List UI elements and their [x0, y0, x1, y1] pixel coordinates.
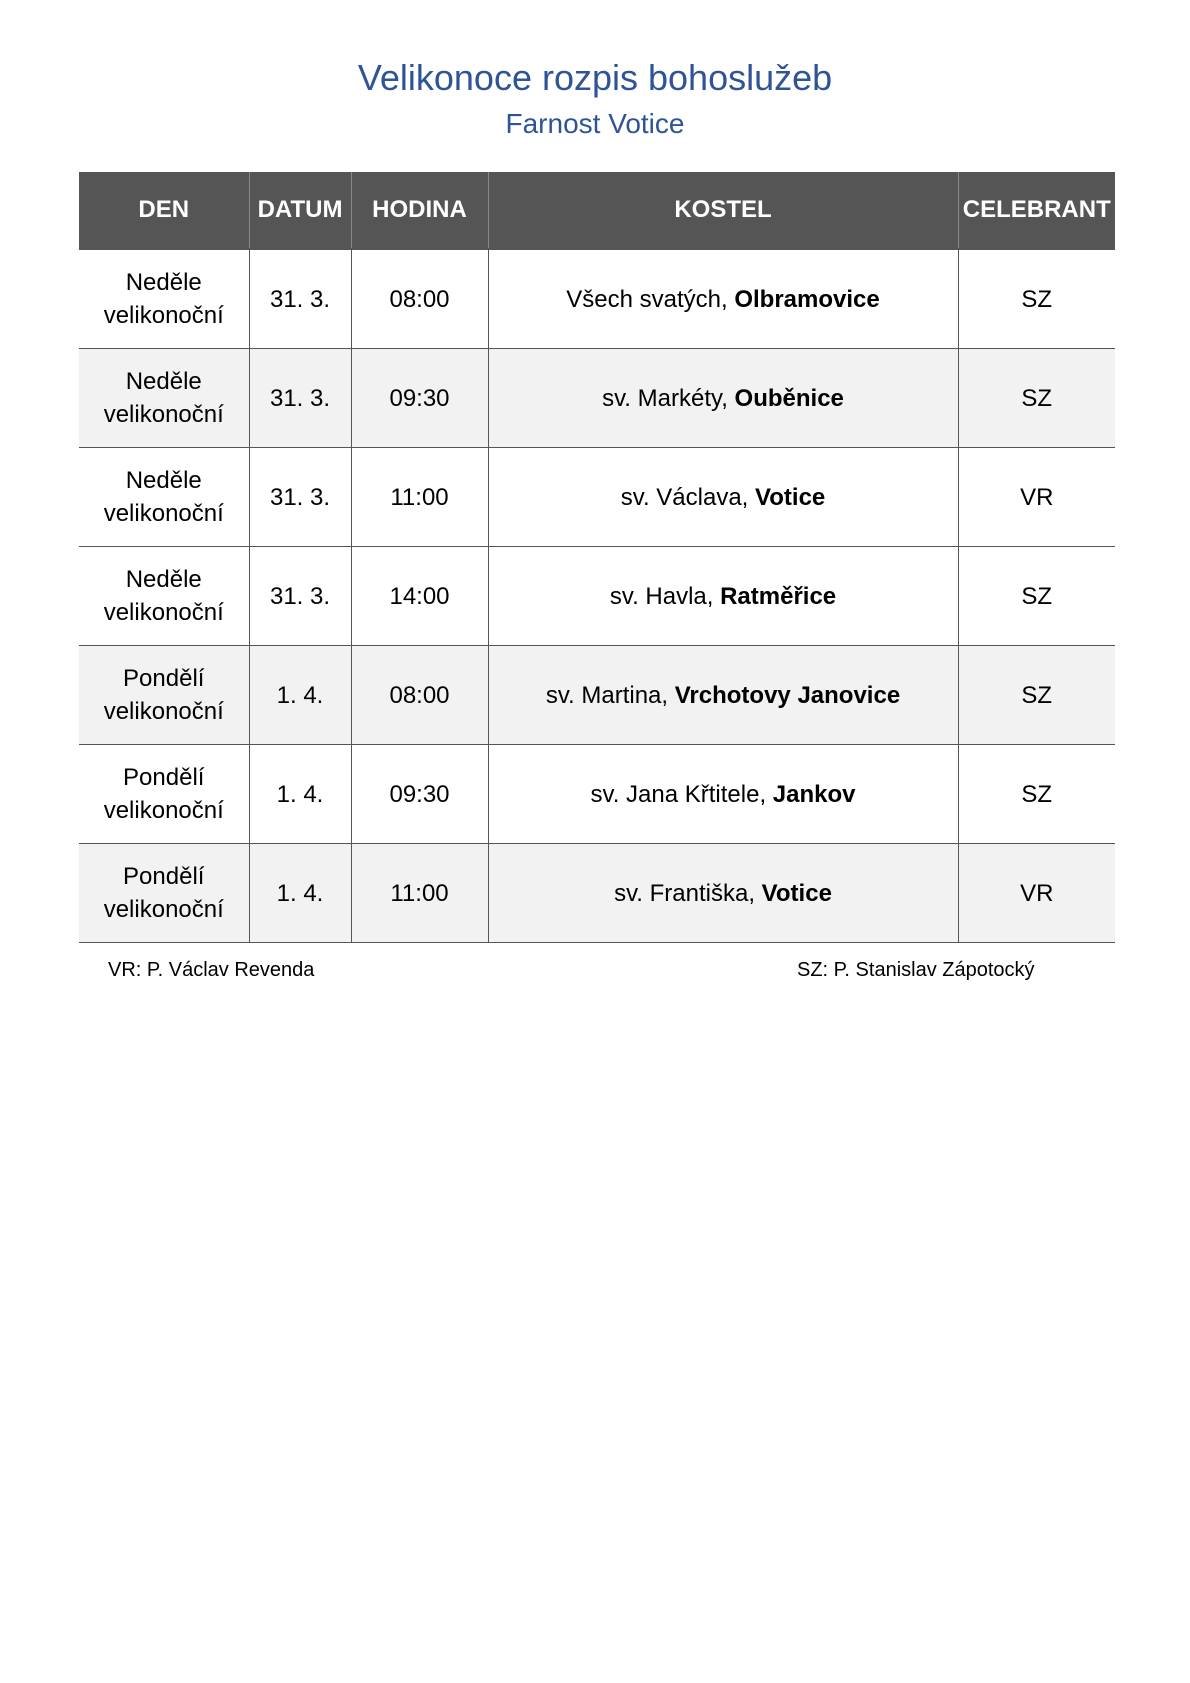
- day-cell: [79, 745, 249, 844]
- legend-vr: VR: P. Václav Revenda: [108, 959, 315, 981]
- church-cell: [488, 745, 958, 844]
- day-qualifier: velikonoční: [103, 401, 224, 428]
- date-cell: 1. 4.: [249, 844, 351, 943]
- time-cell: 09:30: [351, 349, 488, 448]
- table-row: [79, 547, 1115, 646]
- day-qualifier: velikonoční: [103, 599, 224, 626]
- date-cell: 31. 3.: [249, 547, 351, 646]
- church-cell: [488, 249, 958, 349]
- celebrant-cell: SZ: [958, 349, 1115, 448]
- time-cell: 08:00: [351, 646, 488, 745]
- table-row: [79, 646, 1115, 745]
- time-cell: 14:00: [351, 547, 488, 646]
- church-place: Votice: [755, 483, 826, 511]
- table-row: [79, 249, 1115, 349]
- header-time: HODINA: [351, 172, 488, 249]
- day-name: Neděle: [125, 566, 202, 593]
- church-cell: [488, 547, 958, 646]
- date-cell: 1. 4.: [249, 745, 351, 844]
- day-name: Neděle: [125, 467, 202, 494]
- date-cell: 31. 3.: [249, 349, 351, 448]
- celebrant-cell: VR: [958, 844, 1115, 943]
- church-name: sv. Václava,: [620, 483, 756, 511]
- time-cell: 08:00: [351, 249, 488, 349]
- time-cell: 11:00: [351, 844, 488, 943]
- legend-sz: SZ: P. Stanislav Zápotocký: [797, 959, 1035, 981]
- table-row: [79, 448, 1115, 547]
- church-place: Votice: [761, 879, 832, 907]
- church-place: Vrchotovy Janovice: [674, 681, 901, 709]
- church-name: Všech svatých,: [566, 285, 735, 313]
- day-qualifier: velikonoční: [103, 797, 224, 824]
- header-day: DEN: [79, 172, 249, 249]
- church-cell: [488, 646, 958, 745]
- day-qualifier: velikonoční: [103, 302, 224, 329]
- church-name: sv. Markéty,: [602, 384, 735, 412]
- church-name: sv. Františka,: [614, 879, 762, 907]
- header-celebrant: CELEBRANT: [958, 172, 1115, 249]
- day-name: Pondělí: [123, 665, 205, 692]
- time-cell: 09:30: [351, 745, 488, 844]
- day-qualifier: velikonoční: [103, 698, 224, 725]
- table-row: [79, 349, 1115, 448]
- day-cell: [79, 349, 249, 448]
- day-cell: [79, 547, 249, 646]
- church-name: sv. Havla,: [609, 582, 721, 610]
- church-name: sv. Jana Křtitele,: [590, 780, 773, 808]
- church-place: Ratměřice: [720, 582, 837, 610]
- table-header-row: [79, 172, 1115, 249]
- day-name: Neděle: [125, 368, 202, 395]
- header-church: KOSTEL: [488, 172, 958, 249]
- day-name: Pondělí: [123, 764, 205, 791]
- celebrant-cell: SZ: [958, 745, 1115, 844]
- date-cell: 1. 4.: [249, 646, 351, 745]
- table-row: [79, 745, 1115, 844]
- date-cell: 31. 3.: [249, 448, 351, 547]
- day-cell: [79, 844, 249, 943]
- table-row: [79, 844, 1115, 943]
- church-place: Ouběnice: [734, 384, 844, 412]
- page-title: Velikonoce rozpis bohoslužeb: [357, 57, 833, 98]
- date-cell: 31. 3.: [249, 249, 351, 349]
- church-cell: [488, 349, 958, 448]
- church-place: Olbramovice: [734, 285, 880, 313]
- church-cell: [488, 448, 958, 547]
- church-name: sv. Martina,: [545, 681, 675, 709]
- day-cell: [79, 646, 249, 745]
- celebrant-cell: VR: [958, 448, 1115, 547]
- celebrant-cell: SZ: [958, 646, 1115, 745]
- day-qualifier: velikonoční: [103, 896, 224, 923]
- day-cell: [79, 448, 249, 547]
- celebrant-cell: SZ: [958, 249, 1115, 349]
- church-place: Jankov: [772, 780, 856, 808]
- time-cell: 11:00: [351, 448, 488, 547]
- day-qualifier: velikonoční: [103, 500, 224, 527]
- day-name: Neděle: [125, 269, 202, 296]
- church-cell: [488, 844, 958, 943]
- day-cell: [79, 249, 249, 349]
- day-name: Pondělí: [123, 863, 205, 890]
- schedule-table: [79, 172, 1115, 943]
- celebrant-cell: SZ: [958, 547, 1115, 646]
- header-date: DATUM: [249, 172, 351, 249]
- page-subtitle: Farnost Votice: [505, 108, 685, 139]
